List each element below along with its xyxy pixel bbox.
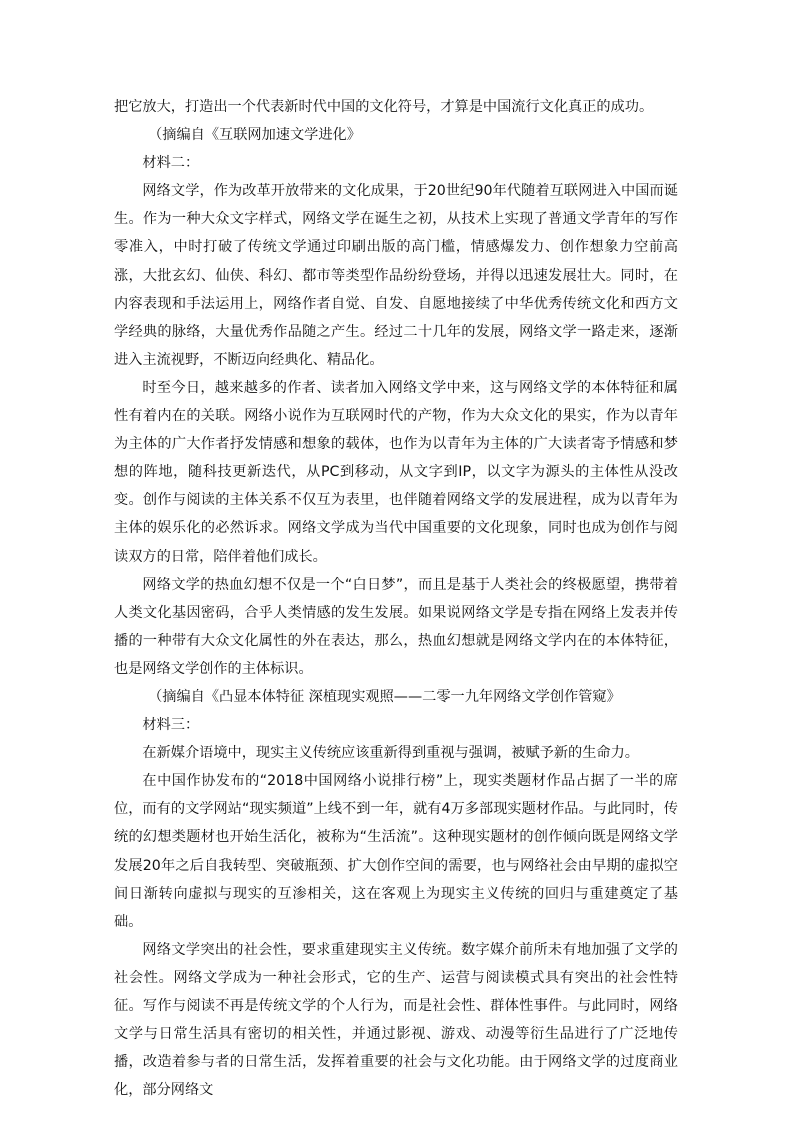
source-citation: （摘编自《凸显本体特征 深植现实观照——二零一九年网络文学创作管窥》 bbox=[148, 688, 621, 705]
source-citation: （摘编自《互联网加速文学进化》 bbox=[148, 127, 361, 144]
section-heading: 材料二： bbox=[142, 155, 200, 172]
body-paragraph: 网络文学突出的社会性，要求重建现实主义传统。数字媒介前所未有地加强了文学的社会性。网络文学成为一种社会形式，它的生产、运营与阅读模式具有突出的社会性特征。写作与阅读不再是传统文学的个人行为，而是社会性、群体性事件。与此同时，网络文学与日常生活具有密切的相关性，并通过影视、游戏、动漫等衍生品进行了广泛地传播，改造着参与者的日常生活，发挥着重要的社会与文化功能。由于网络文学的过度商业化，部分网络文 bbox=[114, 941, 678, 1099]
section-heading: 材料三： bbox=[142, 717, 200, 734]
body-paragraph: 网络文学，作为改革开放带来的文化成果，于20世纪90年代随着互联网进入中国而诞生。作为一种大众文字样式，网络文学在诞生之初，从技术上实现了普通文学青年的写作零准入，中时打破了传统文学通过印刷出版的高门槛，情感爆发力、创作想象力空前高涨，大批玄幻、仙侠、科幻、都市等类型作品纷纷登场，并得以迅速发展壮大。同时，在内容表现和手法运用上，网络作者自觉、自发、自愿地接续了中华优秀传统文化和西方文学经典的脉络，大量优秀作品随之产生。经过二十几年的发展，网络文学一路走来，逐渐进入主流视野，不断迈向经典化、精品化。 bbox=[114, 183, 678, 368]
body-paragraph: 网络文学的热血幻想不仅是一个“白日梦”，而且是基于人类社会的终极愿望，携带着人类文化基因密码，合乎人类情感的发生发展。如果说网络文学是专指在网络上发表并传播的一种带有大众文化属性的外在表达，那么，热血幻想就是网络文学内在的本体特征，也是网络文学创作的主体标识。 bbox=[114, 576, 678, 677]
body-paragraph: 时至今日，越来越多的作者、读者加入网络文学中来，这与网络文学的本体特征和属性有着内在的关联。网络小说作为互联网时代的产物，作为大众文化的果实，作为以青年为主体的广大作者抒发情感和想象的载体，也作为以青年为主体的广大读者寄予情感和梦想的阵地，随科技更新迭代，从PC到移动，从文字到IP，以文字为源头的主体性从没改变。创作与阅读的主体关系不仅互为表里，也伴随着网络文学的发展进程，成为以青年为主体的娱乐化的必然诉求。网络文学成为当代中国重要的文化现象，同时也成为创作与阅读双方的日常，陪伴着他们成长。 bbox=[114, 379, 678, 565]
body-paragraph: 在新媒介语境中，现实主义传统应该重新得到重视与强调，被赋予新的生命力。 bbox=[142, 745, 639, 762]
body-paragraph: 在中国作协发布的“2018中国网络小说排行榜”上，现实类题材作品占据了一半的席位，而有的文学网站“现实频道”上线不到一年，就有4万多部现实题材作品。与此同时，传统的幻想类题材也开始生活化，被称为“生活流”。这种现实题材的创作倾向既是网络文学发展20年之后自我转型、突破瓶颈、扩大创作空间的需要，也与网络社会由早期的虚拟空间日渐转向虚拟与现实的互渗相关，这在客观上为现实主义传统的回归与重建奠定了基础。 bbox=[114, 773, 678, 930]
paragraph-continuation: 把它放大，打造出一个代表新时代中国的文化符号，才算是中国流行文化真正的成功。 bbox=[114, 99, 654, 115]
